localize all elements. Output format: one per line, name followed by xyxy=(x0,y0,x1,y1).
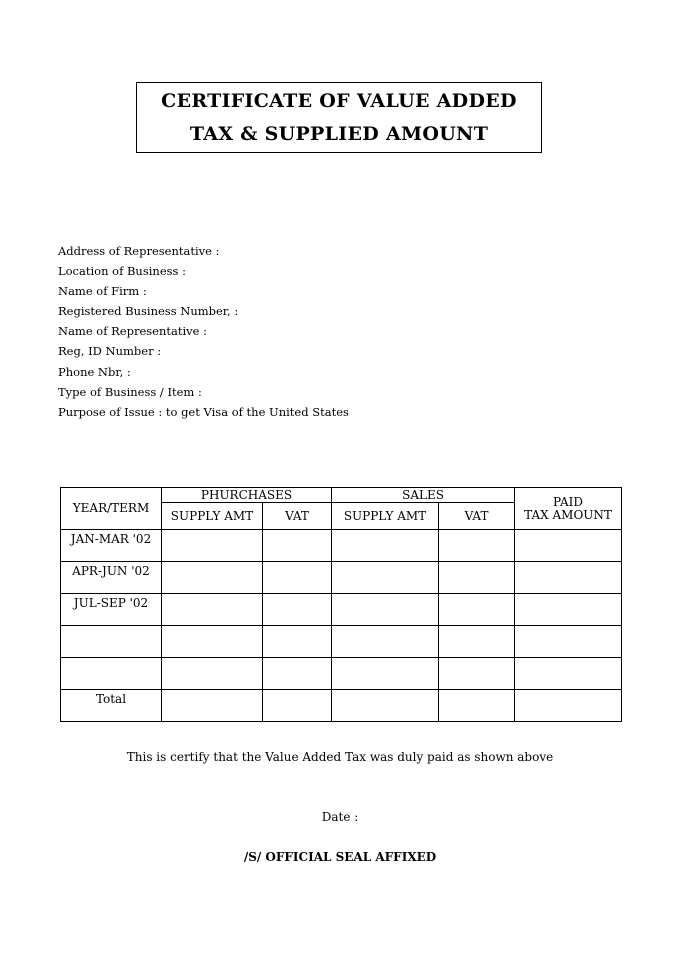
cell xyxy=(263,530,332,562)
field-name-of-firm: Name of Firm : xyxy=(58,284,147,299)
cell xyxy=(515,594,622,626)
table-row xyxy=(61,562,622,594)
official-seal-text: /S/ OFFICIAL SEAL AFFIXED xyxy=(243,850,437,864)
cell xyxy=(515,690,622,722)
field-phone-number: Phone Nbr, : xyxy=(58,364,131,379)
header-paid-line-2: TAX AMOUNT xyxy=(524,507,612,522)
cell xyxy=(332,594,439,626)
cell xyxy=(439,658,515,690)
table-row-total xyxy=(61,690,622,722)
cell xyxy=(162,658,263,690)
cell xyxy=(439,530,515,562)
header-paid-line-1: PAID xyxy=(553,494,584,509)
header-sales: SALES xyxy=(332,488,515,503)
cell xyxy=(263,658,332,690)
cell xyxy=(332,658,439,690)
date-label: Date : xyxy=(321,810,359,824)
header-paid-tax-amount xyxy=(515,488,622,530)
table-row xyxy=(61,658,622,690)
term-cell: JUL-SEP '02 xyxy=(61,594,162,626)
field-address-of-representative: Address of Representative : xyxy=(58,244,220,258)
cell xyxy=(439,594,515,626)
cell xyxy=(263,690,332,722)
vat-table xyxy=(60,487,622,722)
certification-statement: This is certify that the Value Added Tax was duly paid as shown above xyxy=(126,750,554,764)
table-row xyxy=(61,594,622,626)
cell xyxy=(332,530,439,562)
header-year-term: YEAR/TERM xyxy=(61,488,162,530)
term-cell xyxy=(61,626,162,658)
cell xyxy=(439,626,515,658)
cell xyxy=(332,562,439,594)
cell xyxy=(162,562,263,594)
term-cell xyxy=(61,658,162,690)
table-header-row xyxy=(61,488,622,503)
document-title-line-1: CERTIFICATE OF VALUE ADDED xyxy=(161,89,517,112)
header-sales-vat: VAT xyxy=(439,503,515,530)
field-type-of-business: Type of Business / Item : xyxy=(58,384,202,399)
cell xyxy=(162,530,263,562)
cell xyxy=(162,690,263,722)
field-registered-business-number: Registered Business Number, : xyxy=(58,304,239,319)
term-cell: JAN-MAR '02 xyxy=(61,530,162,562)
cell xyxy=(162,594,263,626)
table-row xyxy=(61,530,622,562)
document-title-box xyxy=(136,82,542,153)
business-info-fields xyxy=(58,241,349,422)
cell xyxy=(515,658,622,690)
field-location-of-business: Location of Business : xyxy=(58,264,186,279)
table-row xyxy=(61,626,622,658)
field-reg-id-number: Reg, ID Number : xyxy=(58,344,162,359)
cell xyxy=(515,530,622,562)
term-cell: APR-JUN '02 xyxy=(61,562,162,594)
cell xyxy=(263,594,332,626)
header-purchases: PHURCHASES xyxy=(162,488,332,503)
document-title-line-2: TAX & SUPPLIED AMOUNT xyxy=(189,122,489,145)
cell xyxy=(439,562,515,594)
cell xyxy=(162,626,263,658)
header-purchases-supply-amt: SUPPLY AMT xyxy=(162,503,263,530)
cell xyxy=(515,626,622,658)
field-purpose-of-issue: Purpose of Issue : to get Visa of the United States xyxy=(58,404,349,419)
cell xyxy=(332,626,439,658)
cell xyxy=(332,690,439,722)
field-name-of-representative: Name of Representative : xyxy=(58,324,207,339)
cell xyxy=(439,690,515,722)
total-label: Total xyxy=(61,690,162,722)
header-sales-supply-amt: SUPPLY AMT xyxy=(332,503,439,530)
cell xyxy=(515,562,622,594)
cell xyxy=(263,626,332,658)
header-purchases-vat: VAT xyxy=(263,503,332,530)
cell xyxy=(263,562,332,594)
